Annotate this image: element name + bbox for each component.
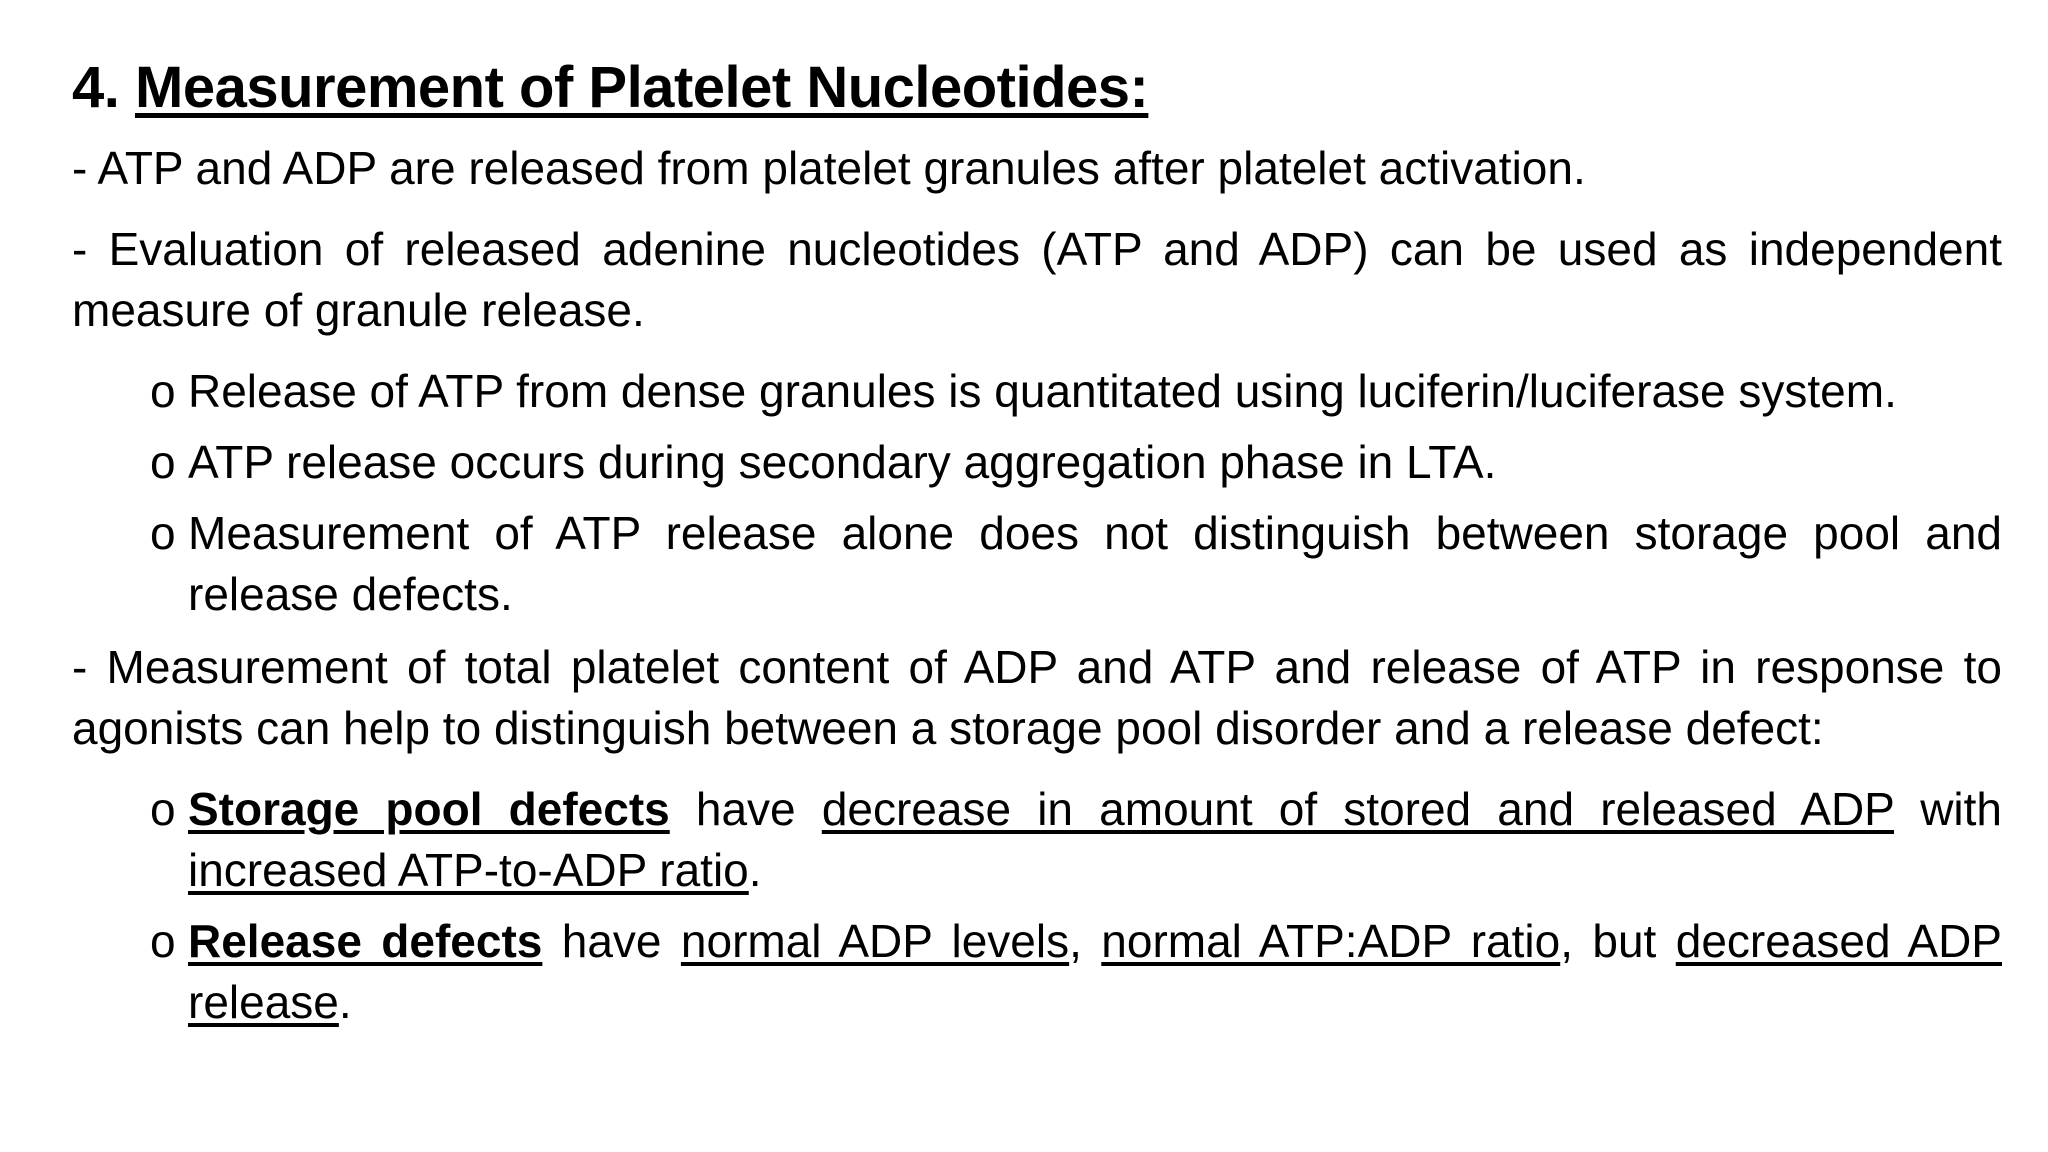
bullet-marker: o	[150, 436, 176, 488]
bullet-list-2	[72, 779, 2008, 1033]
list-item	[72, 911, 2002, 1033]
title-number: 4.	[72, 55, 120, 120]
term-release-defects: Release defects	[188, 915, 543, 967]
title-text: Measurement of Platelet Nucleotides:	[135, 55, 1149, 120]
text-fragment: have	[669, 783, 822, 835]
list-item-text	[188, 779, 2002, 901]
text-fragment: , but	[1560, 915, 1676, 967]
list-item-text: ATP release occurs during secondary aggregation phase in LTA.	[188, 436, 1497, 488]
text-fragment: with	[1894, 783, 2002, 835]
list-item	[72, 361, 2002, 422]
text-fragment: .	[338, 976, 352, 1028]
underlined-phrase: decrease in amount of stored and released ADP	[821, 783, 1895, 835]
bullet-marker: o	[150, 783, 176, 835]
underlined-phrase: normal ATP:ADP ratio	[1101, 915, 1561, 967]
term-storage-pool-defects: Storage pool defects	[188, 783, 670, 835]
bullet-marker: o	[150, 915, 176, 967]
underlined-phrase: decreased ADP release	[188, 915, 2002, 1028]
list-item-text: Release of ATP from dense granules is quantitated using luciferin/luciferase system.	[188, 365, 1897, 417]
list-item-text: Measurement of ATP release alone does not distinguish between storage pool and release defects.	[188, 507, 2002, 620]
bullet-marker: o	[150, 365, 176, 417]
underlined-phrase: normal ADP levels	[680, 915, 1070, 967]
list-item	[72, 432, 2002, 493]
bullet-marker: o	[150, 507, 176, 559]
slide-title	[72, 52, 2008, 124]
list-item	[72, 779, 2002, 901]
text-fragment: have	[542, 915, 681, 967]
bullet-list-1	[72, 361, 2008, 625]
list-item	[72, 503, 2002, 625]
paragraph-1: - ATP and ADP are released from platelet granules after platelet activation.	[72, 142, 1586, 194]
list-item-text	[188, 911, 2002, 1033]
paragraph-2: - Evaluation of released adenine nucleotides (ATP and ADP) can be used as independent measure of granule release.	[72, 223, 2002, 336]
paragraph-3: - Measurement of total platelet content of ADP and ATP and release of ATP in response to agonists can help to distinguish between a storage pool disorder and a release defect:	[72, 641, 2002, 754]
text-fragment: ,	[1069, 915, 1102, 967]
text-fragment: .	[748, 844, 762, 896]
underlined-phrase: increased ATP-to-ADP ratio	[188, 844, 749, 896]
